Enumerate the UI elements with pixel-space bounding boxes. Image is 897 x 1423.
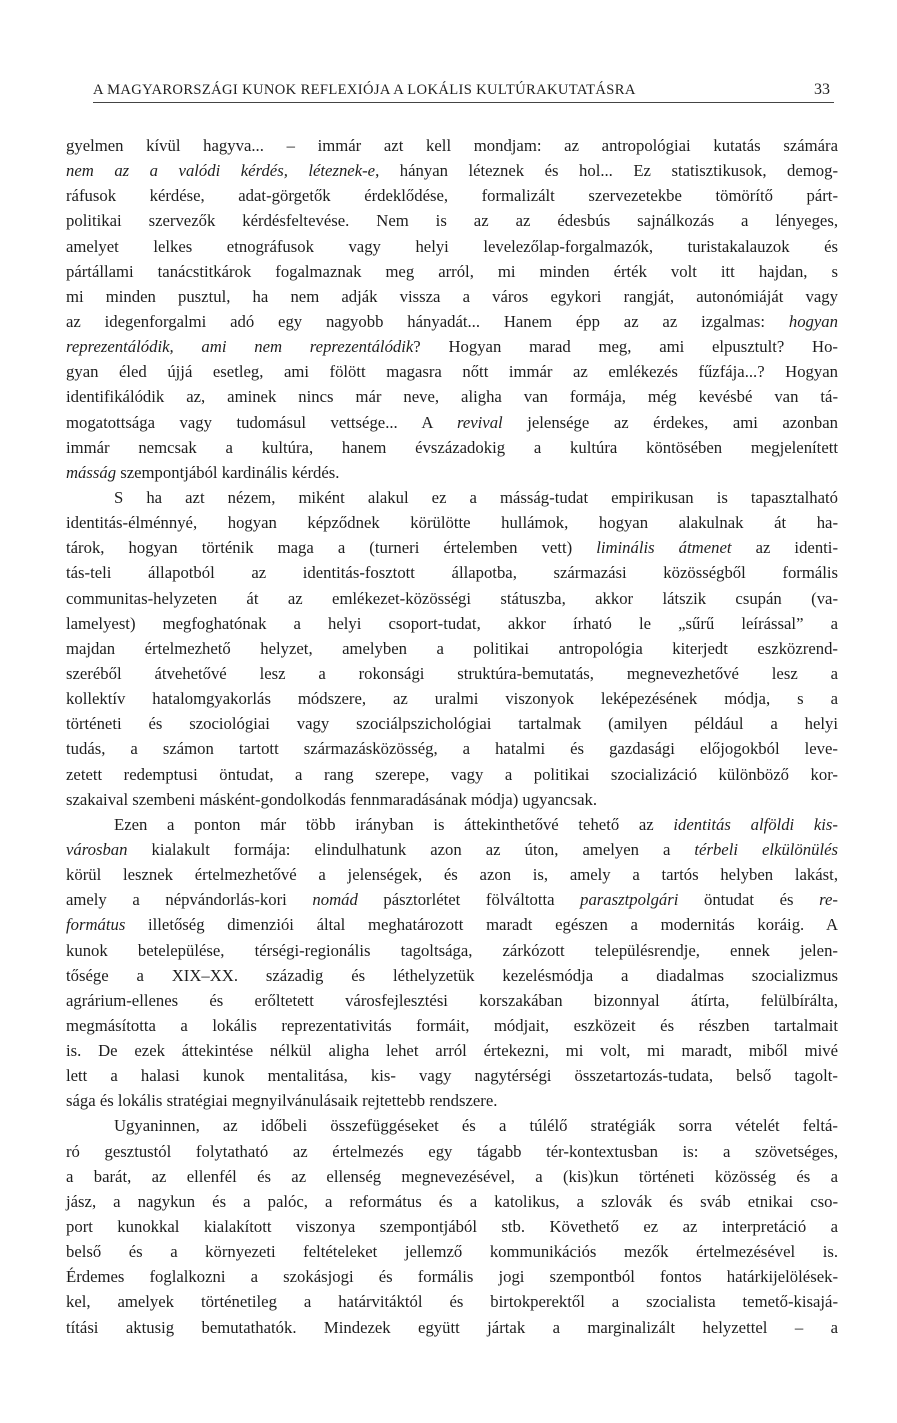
text-segment: tárok, hogyan történik maga a (turneri értelemben vett): [66, 538, 597, 558]
text-segment: zetett redemptusi öntudat, a rang szerepe, vagy a politikai szocializáció különböző kor-: [66, 764, 838, 784]
text-line: [66, 586, 838, 611]
text-segment: Ezen a ponton már több irányban is áttekinthetővé tehető az: [114, 814, 674, 834]
text-line: [66, 912, 838, 937]
text-line: [66, 1113, 838, 1138]
text-line: [66, 284, 838, 309]
text-segment: mi minden pusztul, ha nem adják vissza a város egykori rangját, autonómiáját vagy: [66, 286, 838, 306]
text-segment: is. De ezek áttekintése nélkül aligha lehet arról értekezni, mi volt, mi maradt, miből mivé: [66, 1041, 838, 1061]
text-line: [66, 435, 838, 460]
text-segment: immár nemcsak a kultúra, hanem évszázadokig a kultúra köntösében megjelenített: [66, 437, 838, 457]
italic-text: revival: [456, 412, 503, 432]
italic-text: parasztpolgári: [580, 890, 679, 910]
text-segment: gyan éled újjá esetleg, ami fölött magasra nőtt immár az emlékezés fűzfája...? Hogyan: [66, 362, 838, 382]
text-line: [66, 208, 838, 233]
text-line: [66, 636, 838, 661]
text-line: [66, 133, 838, 158]
text-segment: identifikálódik az, aminek nincs már neve, aligha van formája, még kevésbé van tá-: [66, 387, 838, 407]
text-segment: megmásította a lokális reprezentativitás formáit, módjait, eszközeit és részben tartalmait: [66, 1015, 838, 1035]
text-line: [66, 1139, 838, 1164]
text-segment: a barát, az ellenfél és az ellenség megnevezésével, a (kis)kun történeti közösség és a: [66, 1166, 838, 1186]
italic-text: másság: [66, 462, 117, 482]
text-segment: jelensége az érdekes, ami azonban: [502, 412, 838, 432]
italic-text: nomád: [312, 890, 358, 910]
text-segment: tás-teli állapotból az identitás-fosztott állapotba, származási közösségből formális: [66, 563, 838, 583]
italic-text: re-: [819, 890, 838, 910]
text-line: [66, 309, 838, 334]
text-line: [66, 384, 838, 409]
text-line: [66, 686, 838, 711]
text-line: [66, 887, 838, 912]
italic-text: formátus: [66, 915, 126, 935]
text-segment: Ugyaninnen, az időbeli összefüggéseket és a túlélő stratégiák sorra vételét feltá-: [114, 1116, 838, 1136]
text-line: [66, 1239, 838, 1264]
italic-text: hogyan: [788, 311, 838, 331]
text-segment: Érdemes foglalkozni a szokásjogi és formális jogi szempontból fontos határkijelölések-: [66, 1267, 838, 1287]
italic-text: identitás alföldi kis-: [673, 814, 838, 834]
text-segment: sága és lokális stratégiai megnyilvánulásaik rejtettebb rendszere.: [66, 1091, 498, 1111]
text-line: [66, 485, 838, 510]
text-segment: lett a halasi kunok mentalitása, kis- vagy nagytérségi összetartozás-tudata, belső tagolt-: [66, 1066, 838, 1086]
text-line: [66, 736, 838, 761]
text-line: [66, 1289, 838, 1314]
text-line: [66, 460, 838, 485]
text-segment: az idegenforgalmi adó egy nagyobb hányadát... Hanem épp az az izgalmas:: [66, 311, 789, 331]
text-line: [66, 711, 838, 736]
text-segment: körül lesznek értelmezhetővé a jelenségek, és azon is, amely a tartós helyben lakást,: [66, 865, 838, 885]
running-header: [93, 80, 834, 103]
text-segment: ráfusok kérdése, adat-görgetők érdeklődése, formalizált szervezetekbe tömörítő párt-: [66, 186, 838, 206]
text-line: [66, 862, 838, 887]
text-line: [66, 334, 838, 359]
text-line: [66, 611, 838, 636]
text-line: [66, 837, 838, 862]
text-line: [66, 1189, 838, 1214]
text-segment: mogatottsága vagy tudomásul vettsége... A: [66, 412, 457, 432]
text-line: [66, 1315, 838, 1340]
text-segment: tudás, a számon tartott származásközösség, a hatalmi és gazdasági előjogokból leve-: [66, 739, 838, 759]
text-line: [66, 560, 838, 585]
text-segment: identitás-élménnyé, hogyan képződnek körülötte hullámok, hogyan alakulnak át ha-: [66, 513, 838, 533]
text-line: [66, 938, 838, 963]
text-line: [66, 1264, 838, 1289]
text-segment: politikai szervezők kérdésfeltevése. Nem is az az édesbús sajnálkozás a lényeges,: [66, 211, 838, 231]
text-line: [66, 787, 838, 812]
text-line: [66, 762, 838, 787]
text-line: [66, 410, 838, 435]
text-line: [66, 661, 838, 686]
running-title: A MAGYARORSZÁGI KUNOK REFLEXIÓJA A LOKÁLIS KULTÚRAKUTATÁSRA: [93, 82, 636, 98]
text-segment: port kunokkal kialakított viszonya szempontjából stb. Követhető ez az interpretáció a: [66, 1217, 838, 1237]
text-segment: szempontjából kardinális kérdés.: [116, 462, 340, 482]
text-line: [66, 510, 838, 535]
italic-text: térbeli elkülönülés: [694, 839, 838, 859]
text-segment: gyelmen kívül hagyva... – immár azt kell mondjam: az antropológiai kutatás számára: [66, 136, 838, 155]
text-line: [66, 963, 838, 988]
text-line: [66, 535, 838, 560]
text-line: [66, 812, 838, 837]
text-segment: lamelyest) megfoghatónak a helyi csoport-tudat, akkor írható le „sűrű leírással” a: [66, 613, 838, 633]
text-segment: , hányan léteznek és hol... Ez statisztikusok, demog-: [375, 161, 838, 181]
text-segment: az identi-: [731, 538, 838, 558]
text-segment: történeti és szociológiai vagy szociálpszichológiai tartalmak (amilyen például a helyi: [66, 714, 838, 734]
italic-text: városban: [66, 839, 128, 859]
text-segment: belső és a környezeti feltételeket jellemző kommunikációs mezők értelmezésével is.: [66, 1242, 838, 1262]
text-segment: amelyet lelkes etnográfusok vagy helyi levelezőlap-forgalmazók, turistakalauzok és: [66, 236, 838, 256]
text-segment: kialakult formája: elindulhatunk azon az úton, amelyen a: [127, 839, 695, 859]
italic-text: reprezentálódik, ami nem reprezentálódik: [66, 337, 414, 357]
text-segment: kel, amelyek történetileg a határvitáktól és birtokperektől a szocialista temető-kisajá-: [66, 1292, 838, 1312]
text-segment: pásztorlétet fölváltotta: [357, 890, 581, 910]
text-segment: ró gesztustól folytatható az értelmezés egy tágabb tér-kontextusban is: a szövetséges,: [66, 1141, 838, 1161]
text-segment: illetőség dimenziói által meghatározott maradt egészen a modernitás koráig. A: [125, 915, 838, 935]
text-segment: ? Hogyan marad meg, ami elpusztult? Ho-: [413, 337, 838, 357]
text-line: [66, 988, 838, 1013]
text-segment: agrárium-ellenes és erőltetett városfejlesztési korszakában bizonnyal átírta, felülbírálta,: [66, 990, 838, 1010]
text-line: [66, 259, 838, 284]
text-segment: S ha azt nézem, miként alakul ez a másság-tudat empirikusan is tapasztalható: [114, 487, 838, 507]
text-segment: jász, a nagykun és a palóc, a református és a katolikus, a szlovák és sváb etnikai cso-: [66, 1191, 838, 1211]
text-line: [66, 1013, 838, 1038]
text-segment: szeréből átvehetővé lesz a rokonsági struktúra-bemutatás, megnevezhetővé lesz a: [66, 663, 838, 683]
text-segment: títási aktusig bemutathatók. Mindezek együtt jártak a marginalizált helyzettel – a: [66, 1317, 838, 1337]
body-text: [66, 133, 838, 1340]
text-segment: communitas-helyzeten át az emlékezet-közösségi státuszba, akkor látszik csupán (va-: [66, 588, 838, 608]
italic-text: nem az a valódi kérdés, léteznek-e: [66, 161, 376, 181]
page-number: 33: [814, 81, 830, 98]
text-line: [66, 1214, 838, 1239]
text-segment: majdan értelmezhető helyzet, amelyben a politikai antropológia kiterjedt eszközrend-: [66, 638, 838, 658]
text-line: [66, 1088, 838, 1113]
italic-text: liminális átmenet: [596, 538, 732, 558]
text-segment: amely a népvándorlás-kori: [66, 890, 313, 910]
text-segment: öntudat és: [678, 890, 820, 910]
text-segment: kunok betelepülése, térségi-regionális tagoltsága, zárkózott településrendje, ennek jelen-: [66, 940, 838, 960]
text-line: [66, 158, 838, 183]
text-line: [66, 183, 838, 208]
text-segment: tősége a XIX–XX. századig és léthelyzetük kezelésmódja a diadalmas szocializmus: [66, 965, 838, 985]
text-line: [66, 359, 838, 384]
text-segment: szakaival szembeni másként-gondolkodás fennmaradásának módja) ugyancsak.: [66, 789, 598, 809]
text-line: [66, 1038, 838, 1063]
text-segment: kollektív hatalomgyakorlás módszere, az uralmi viszonyok leképezésének módja, s a: [66, 689, 838, 709]
text-line: [66, 234, 838, 259]
text-segment: pártállami tanácstitkárok fogalmaznak meg arról, mi minden érték volt itt hajdan, s: [66, 261, 838, 281]
text-line: [66, 1063, 838, 1088]
text-line: [66, 1164, 838, 1189]
